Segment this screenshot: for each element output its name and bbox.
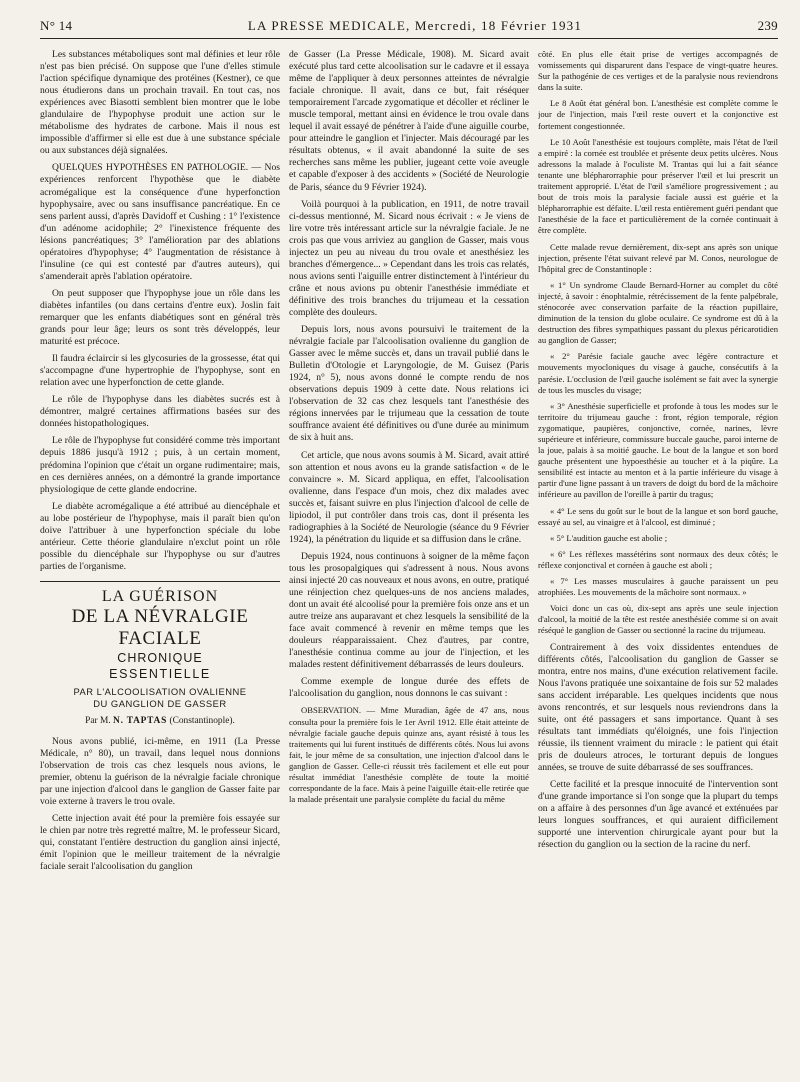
paragraph: Les substances métaboliques sont mal définies et leur rôle n'est pas bien précisé. On suppose que l'une d'elles stimule l'action spécifique dynamique des protéines (Kestner), ce que nous étudierons dans un prochain travail. En tout cas, nos expériences avec Biasotti semblent bien montrer que le lobe glandulaire de l'hypophyse produit une action sur le métabolisme des hydrates de carbone. Mais il nous est impossible d'affirmer si elle est due à une substance spéciale ou aux substances déjà signalées.	[40, 49, 280, 157]
paragraph: Cette injection avait été pour la première fois essayée sur le chien par notre très regretté maître, M. le professeur Sicard, qui, constatant l'entière destruction du ganglion ainsi injecté, émit l'opinion que le meilleur traitement de la névralgie faciale serait l'alcoolisation du ganglion	[40, 813, 280, 873]
paragraph: Le rôle de l'hypophyse dans les diabètes sucrés est à démontrer, malgré certaines affirmations basées sur des données histopathologiques.	[40, 394, 280, 430]
paragraph: QUELQUES HYPOTHÈSES EN PATHOLOGIE. — Nos expériences renforcent l'hypothèse que le diabète acromégalique est la conséquence d'une hyperfonction hypophysaire, avec ou sans insuffisance pancréatique. En ce sens parlent aussi, d'après Davidoff et Cushing : 1° l'existence d'un adénome acidophile; 2° l'inexistence fréquente des lésions pancréatiques; 3° l'amélioration par des ablations opératoires d'hypophyse; 4° l'augmentation de résistance à l'insuline (ce qui est contesté par d'autres auteurs), qui s'amenderait après l'ablation opératoire.	[40, 162, 280, 282]
observation-paragraph: OBSERVATION. — Mme Muradian, âgée de 47 ans, nous consulta pour la première fois le 1er Avril 1912. Elle était atteinte de névralgie faciale gauche depuis quinze ans, ayant résisté à tous les traitements qui lui furent institués de différents côtés. Nous lui avons fait, le jour même de sa consultation, une injection d'alcool dans le ganglion de Gasser. Celle-ci réussit très facilement et elle eut pour résultat immédiat l'anesthésie complète de toute la moitié correspondante de la face. Mais à peine l'aiguille était-elle retirée que la malade présentait une paralysie complète du facial du même	[289, 705, 529, 805]
article-byline	[40, 716, 280, 726]
paragraph: Contrairement à des voix dissidentes entendues de différents côtés, l'alcoolisation du ganglion de Gasser se montra, entre nos mains, d'une exécution relativement facile. Nous l'avons pratiquée une soixantaine de fois sur 52 malades sans accident irréparable. Les quelques incidents que nous avons rencontrés, et sur lesquels nous reviendrons dans la suite, ont été passagers et sans importance. Quant à ses résultats tant immédiats qu'éloignés, une fois l'injection réussie, ils tiennent vraiment du miracle : le patient qui était pris de douleurs atroces, le torturant depuis de longues années, se trouve de suite débarrassé de ses souffrances.	[538, 641, 778, 773]
section-divider	[40, 581, 280, 582]
column-middle	[289, 49, 529, 1079]
issue-number: N° 14	[40, 18, 73, 33]
page-number: 239	[757, 18, 778, 33]
paragraph: Nous avons publié, ici-même, en 1911 (La Presse Médicale, n° 80), un travail, dans lequel nous donnions l'observation de trois cas chez lesquels nous avions, le premier, obtenu la guérison de la névralgie faciale chronique par une injection d'alcool dans le ganglion de Gasser faite par voie externe à travers le trou ovale.	[40, 735, 280, 808]
paragraph: Cet article, que nous avons soumis à M. Sicard, avait attiré son attention et nous avons eu la grande satisfaction « de le convaincre ». M. Sicard appliqua, en effet, l'alcoolisation ovalienne, dans l'espace d'un mois, chez dix malades avec succès et, faisant suivre en plus l'injection d'alcool de celle de lipiodol, il put contrôler dans trois cas, dont il présenta les radiographies à la Société de Neurologie (séance du 9 Février 1924), la pénétration du liquide et sa diffusion dans le crâne.	[289, 449, 529, 545]
paragraph: Il faudra éclaircir si les glycosuries de la grossesse, état qui s'accompagne d'une hypertrophie de l'hypophyse, sont en relation avec une hyperfonction de cette glande.	[40, 353, 280, 389]
journal-title: LA PRESSE MEDICALE, Mercredi, 18 Février 1931	[247, 18, 583, 33]
paragraph: Depuis lors, nous avons poursuivi le traitement de la névralgie faciale par l'alcoolisation ovalienne du ganglion de Gasser avec le même succès et, dans un travail publié dans le Bulletin d'Otologie et Laryngologie, de M. Guisez (Paris 1924, n° 5), nous avons donné le compte rendu de nos observations depuis 1909 à cette date. Nous relations ici l'observation de 32 cas chez lesquels tant l'anesthésie des régions innervées par le trijumeau que la cessation de toute souffrance avaient été définitives ou d'une durée au minimum de six à huit ans.	[289, 324, 529, 444]
paragraph: Voici donc un cas où, dix-sept ans après une seule injection d'alcool, la moitié de la tête est restée anesthésiée comme si on avait réséqué le ganglion de Gasser ou sectionné la racine du trijumeau.	[538, 603, 778, 636]
quoted-paragraph: « 2° Parésie faciale gauche avec légère contracture et mouvements myocloniques du visage à gauche, consécutifs à la parésie. L'occlusion de l'œil gauche isolément se fait avec la synergie de tous les muscles du visage;	[538, 351, 778, 395]
article-title-line: ESSENTIELLE	[109, 666, 211, 681]
text-columns	[40, 49, 778, 1079]
article-title-line: CHRONIQUE	[117, 650, 203, 665]
article-subtitle-line: PAR L'ALCOOLISATION OVALIENNE	[73, 685, 247, 697]
quoted-paragraph: « 3° Anesthésie superficielle et profonde à tous les modes sur le territoire du trijumeau gauche : front, région temporale, région zygomatique, paupières, conjonctive, cornée, narines, lèvre supérieure et inférieure, commissure buccale gauche, paroi interne de la joue, palais à sa moitié gauche. Le bout de la langue et son bord gauche présentent une hypoesthésie au toucher et à la piqûre. La sensibilité est intacte au menton et à la partie inférieure du visage à partir d'une ligne passant à un travers de doigt du bord de la mâchoire inférieure au pavillon de l'oreille à partir du tragus;	[538, 400, 778, 500]
author-affiliation: (Constantinople).	[169, 715, 235, 726]
quoted-paragraph: « 5° L'audition gauche est abolie ;	[550, 532, 668, 543]
paragraph: Cette malade revue dernièrement, dix-sept ans après son unique injection, présente l'état suivant relevé par M. Conos, neurologue de l'hôpital grec de Constantinople :	[538, 241, 778, 274]
paragraph: Le rôle de l'hypophyse fut considéré comme très important depuis 1886 jusqu'à 1912 ; puis, à un certain moment, prédomina l'opinion que c'était un organe rudimentaire; mais, en ces dernières années, on a démontré la grande importance physiologique de cette glande endocrine.	[40, 435, 280, 495]
quoted-paragraph: « 7° Les masses musculaires à gauche paraissent un peu atrophiées. Les mouvements de la mâchoire sont normaux. »	[538, 576, 778, 598]
article-heading	[40, 588, 280, 726]
paragraph: Depuis 1924, nous continuons à soigner de la même façon tous les prosopalgiques qui s'adressent à nous. Nous avons ainsi injecté 20 cas nouveaux et nous avons, en outre, pratiqué une réinjection chez quelques-uns de nos anciens malades, dont un avait été alcoolisé pour la première fois onze ans et un autre treize ans auparavant et chez lesquels la sensibilité de la face avait commencé à revenir en même temps que les douleurs réapparaissaient. Chez d'autres, par contre, l'anesthésie continua comme au jour de l'injection, et les malades restent définitivement débarrassés de leurs douleurs.	[289, 550, 529, 671]
byline-prefix: Par M.	[85, 715, 111, 726]
paragraph: Le 10 Août l'anesthésie est toujours complète, mais l'état de l'œil a empiré : la cornée est troublée et présente deux petits ulcères. Nous adressons la malade à l'oculiste M. Trantas qui lui a fait séance tenante une blépharorraphie pour préserver l'œil et lui prescrit un traitement approprié. L'état de l'œil s'améliore progressivement ; au bout de trois mois la paralysie faciale aussi est guérie et la blépharorraphie est défaite. L'œil resta entièrement guéri pendant que l'anesthésie de la face et particulièrement de la cornée continuait à être complète.	[538, 136, 778, 236]
paragraph: Le 8 Août état général bon. L'anesthésie est complète comme le jour de l'injection, mais l'œil reste ouvert et la conjonctive est fortement congestionnée.	[538, 98, 778, 131]
article-subtitle-line: DU GANGLION DE GASSER	[93, 697, 227, 709]
paragraph: On peut supposer que l'hypophyse joue un rôle dans les diabètes infantiles (ou dans certains d'entre eux). Joslin fait remarquer que les enfants diabétiques sont en général très grands pour leur âge; leurs os sont très développés, leur maturité est précoce.	[40, 287, 280, 348]
page-header	[40, 18, 778, 39]
paragraph: Comme exemple de longue durée des effets de l'alcoolisation du ganglion, nous donnons le cas suivant :	[289, 676, 529, 700]
column-right	[538, 49, 778, 1079]
column-left	[40, 49, 280, 1079]
paragraph: Le diabète acromégalique a été attribué au diencéphale et au lobe postérieur de l'hypophyse, mais il paraît bien qu'on doive l'attribuer à une hyperfonction spéciale du lobe antérieur. Cette théorie glandulaire n'exclut point un rôle possible du diencéphale sur l'hypophyse ou sur d'autres parties de l'organisme.	[40, 500, 280, 572]
article-title-line: DE LA NÉVRALGIE FACIALE	[71, 605, 249, 649]
paragraph: Voilà pourquoi à la publication, en 1911, de notre travail ci-dessus mentionné, M. Sicard nous écrivait : « Je viens de lire votre très intéressant article sur la névralgie faciale. Je ne crois pas que vous arriviez au ganglion de Gasser, mais vous injectez un peu au niveau du trou ovale et anesthésiez les branches d'émergence... » Cependant dans les trois cas relatés, nous avions senti l'aiguille entrer distinctement à l'intérieur du crâne et nous avions pu obtenir l'anesthésie immédiate et définitive des trois branches du trijumeau et la cessation complète des douleurs.	[289, 198, 529, 318]
author-name: N. TAPTAS	[113, 715, 168, 726]
paragraph: Cette facilité et la presque innocuité de l'intervention sont d'une grande importance si l'on songe que la plupart du temps on a affaire à des personnes d'un âge avancé et exténuées par leurs longues souffrances, et qui auraient difficilement supporté une intervention chirurgicale ayant pour but la résection du ganglion ou la section de la racine du nerf.	[538, 779, 778, 851]
paragraph: de Gasser (La Presse Médicale, 1908). M. Sicard avait exécuté plus tard cette alcoolisation sur le cadavre et il essaya même de l'appliquer à deux personnes atteintes de névralgie faciale chronique. Il avait, dans ce but, fait réséquer temporairement l'arcade zygomatique et décoller et récliner le muscle temporal, mettant ainsi en évidence le trou ovale dans lequel il avait essayé de pénétrer à l'aide d'une aiguille courbe, pour atteindre le ganglion et l'injecter. Mais découragé par les résultats obtenus, « il avait abandonné la suite de ses recherches sans même les publier, jugeant cette voie aveugle et capable d'exposer à des accidents » (Société de Neurologie de Paris, séance du 9 Février 1924).	[289, 49, 529, 193]
article-title-line: LA GUÉRISON	[101, 587, 219, 605]
quoted-paragraph: « 6° Les réflexes massétérins sont normaux des deux côtés; le réflexe conjonctival et cornéen à gauche est aboli ;	[538, 548, 778, 570]
quoted-paragraph: « 1° Un syndrome Claude Bernard-Horner au complet du côté injecté, à savoir : énophtalmie, rétrécissement de la fente palpébrale, sténocorée avec conservation parfaite de la réaction pupillaire, diminution de la tension du globe oculaire. Ce syndrome est dû à la destruction des fibres sympathiques passant du plexus péricarotidien au ganglion de Gasser;	[538, 279, 778, 346]
paragraph: côté. En plus elle était prise de vertiges accompagnés de vomissements qui disparurent dans l'espace de vingt-quatre heures. Sur la pathogénie de ces vertiges et de la paralysie nous reviendrons dans la suite.	[538, 49, 778, 93]
quoted-paragraph: « 4° Le sens du goût sur le bout de la langue et son bord gauche, essayé au sel, au vinaigre et à l'alcool, est diminué ;	[538, 505, 778, 527]
